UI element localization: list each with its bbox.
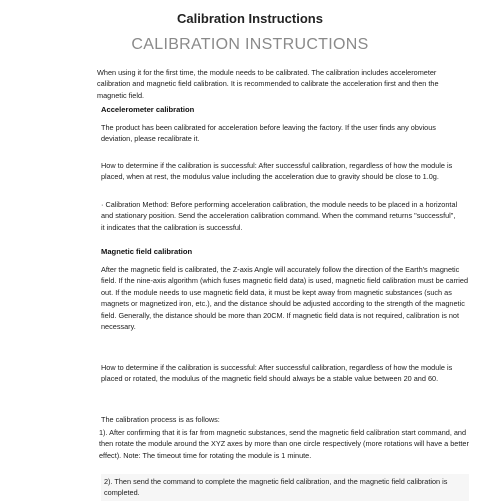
page-subtitle: CALIBRATION INSTRUCTIONS [131,36,369,53]
magnetic-description: After the magnetic field is calibrated, the Z-axis Angle will accurately follow the direction of the Earth's magnetic field. If the nine-axis algorithm (which fuses magnetic field data) is used, magnetic field calibration must be carried out. If the module needs to use magnetic field data, it must be kept away from magnetic substances (such as magnets or magnetized iron, etc.), and the distance should be adjusted according to the strength of the magnetic field. Generally, the distance should be more than 20CM. If magnetic field data is not required, calibration is not necessary. [101,265,469,332]
magnetic-success-check: How to determine if the calibration is successful: After successful calibration, regardless of how the module is placed or rotated, the modulus of the magnetic field should always be a stable value between 20 and 60. [101,363,453,384]
page-title: Calibration Instructions [177,11,323,26]
magnetic-heading: Magnetic field calibration [101,247,193,256]
accelerometer-heading: Accelerometer calibration [101,105,195,114]
accelerometer-method: · Calibration Method: Before performing acceleration calibration, the module needs to be placed in a horizontal and stationary position. Send the acceleration calibration command. When the command returns "successful", it indicates that the calibration is successful. [101,200,458,232]
accelerometer-success-check: How to determine if the calibration is successful: After successful calibration, regardless of how the module is placed, when at rest, the modulus value including the acceleration due to gravity should be close to 1.0g. [101,161,453,182]
process-intro: The calibration process is as follows: [101,415,220,424]
intro-paragraph: When using it for the first time, the module needs to be calibrated. The calibration includes accelerometer calibration and magnetic field calibration. It is recommended to calibrate the acceleration first and then the magnetic field. [97,68,439,100]
process-step-2: 2). Then send the command to complete the magnetic field calibration, and the magnetic field calibration is completed. [101,474,469,501]
accelerometer-factory-note: The product has been calibrated for acceleration before leaving the factory. If the user finds any obvious deviation, please recalibrate it. [101,123,436,144]
process-step-1: 1). After confirming that it is far from magnetic substances, send the magnetic field calibration start command, and then rotate the module around the XYZ axes by more than one circle respectively (more rotations will have a better effect). Note: The timeout time for rotating the module is 1 minute. [99,428,469,460]
